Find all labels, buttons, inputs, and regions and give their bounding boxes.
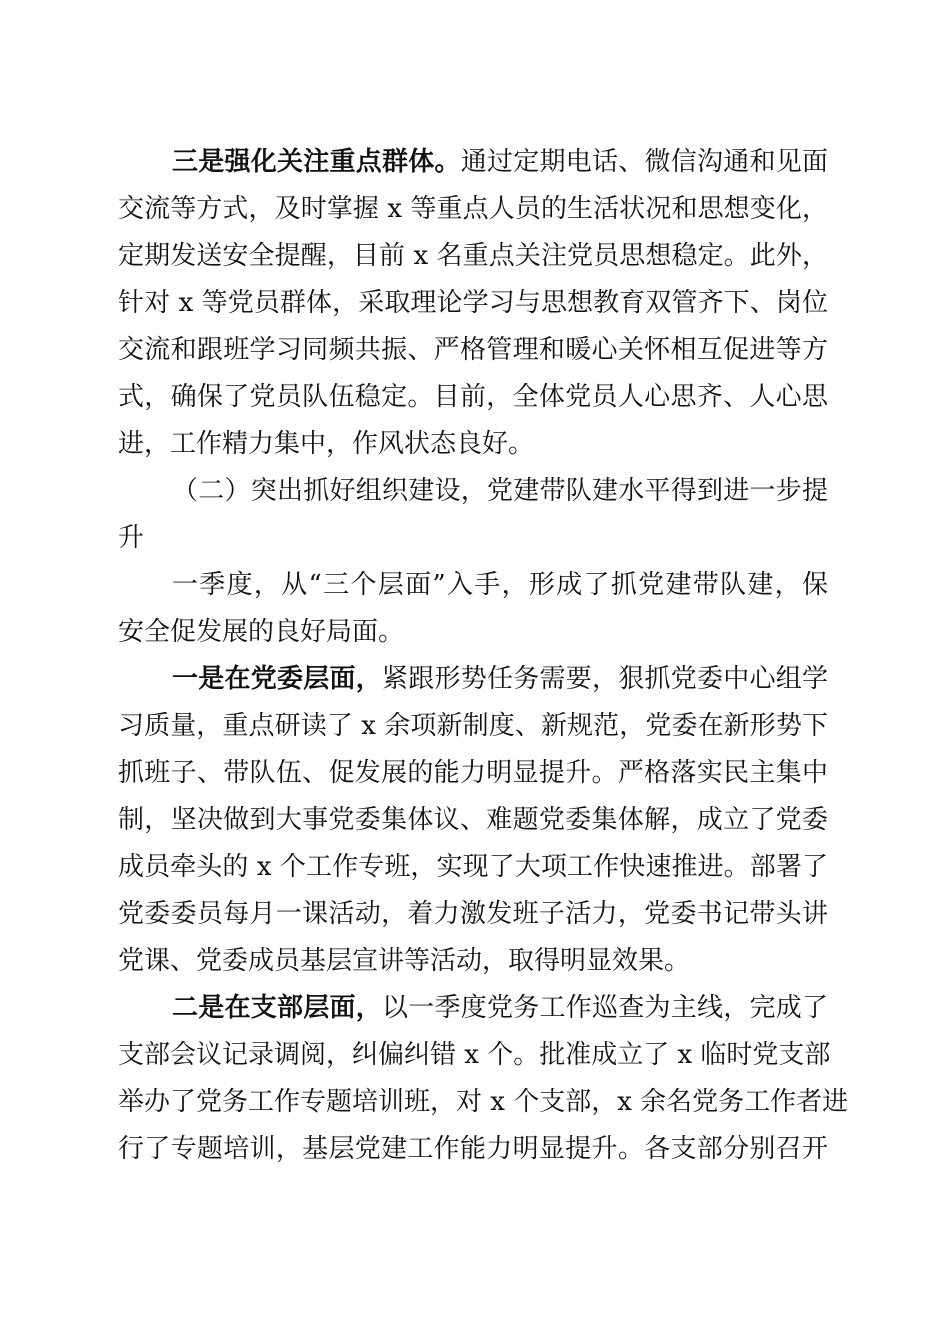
lead-in-phrase: 一是在党委层面， [172, 664, 382, 694]
paragraph-line: 制，坚决做到大事党委集体议、难题党委集体解，成立了党委 [118, 805, 828, 835]
paragraph-line [172, 988, 828, 1028]
paragraph-line: 定期发送安全提醒，目前 x 名重点关注党员思想稳定。此外， [118, 241, 828, 271]
paragraph-line: 交流等方式，及时掌握 x 等重点人员的生活状况和思想变化， [118, 194, 828, 224]
paragraph-line: 交流和跟班学习同频共振、严格管理和暖心关怀相互促进等方 [118, 335, 828, 365]
lead-in-phrase: 三是强化关注重点群体。 [172, 147, 461, 177]
paragraph-line: 式，确保了党员队伍稳定。目前，全体党员人心思齐、人心思 [118, 382, 828, 412]
paragraph-line: 进，工作精力集中，作风状态良好。 [118, 429, 535, 459]
paragraph-text: 紧跟形势任务需要，狠抓党委中心组学 [382, 664, 828, 694]
paragraph-line: 党委委员每月一课活动，着力激发班子活力，党委书记带头讲 [118, 899, 828, 929]
section-heading: （二）突出抓好组织建设，党建带队建水平得到进一步提 [172, 476, 828, 506]
paragraph-line: 成员牵头的 x 个工作专班，实现了大项工作快速推进。部署了 [118, 852, 828, 882]
paragraph-line: 习质量，重点研读了 x 余项新制度、新规范，党委在新形势下 [118, 711, 828, 741]
paragraph-line: 党课、党委成员基层宣讲等活动，取得明显效果。 [118, 946, 691, 976]
paragraph-line [172, 142, 828, 182]
paragraph-line [172, 659, 828, 699]
lead-in-phrase: 二是在支部层面， [172, 993, 382, 1023]
paragraph-line: 一季度，从“三个层面”入手，形成了抓党建带队建，保 [172, 570, 828, 600]
paragraph-text: 以一季度党务工作巡查为主线，完成了 [382, 993, 828, 1023]
paragraph-line: 安全促发展的良好局面。 [118, 617, 405, 647]
section-heading: 升 [118, 523, 145, 553]
paragraph-line: 行了专题培训，基层党建工作能力明显提升。各支部分别召开 [118, 1134, 828, 1164]
paragraph-line: 抓班子、带队伍、促发展的能力明显提升。严格落实民主集中 [118, 758, 828, 788]
paragraph-line: 举办了党务工作专题培训班，对 x 个支部，x 余名党务工作者进 [118, 1087, 849, 1117]
paragraph-line: 针对 x 等党员群体，采取理论学习与思想教育双管齐下、岗位 [118, 288, 828, 318]
paragraph-text: 通过定期电话、微信沟通和见面 [460, 147, 828, 177]
paragraph-line: 支部会议记录调阅，纠偏纠错 x 个。批准成立了 x 临时党支部 [118, 1040, 831, 1070]
